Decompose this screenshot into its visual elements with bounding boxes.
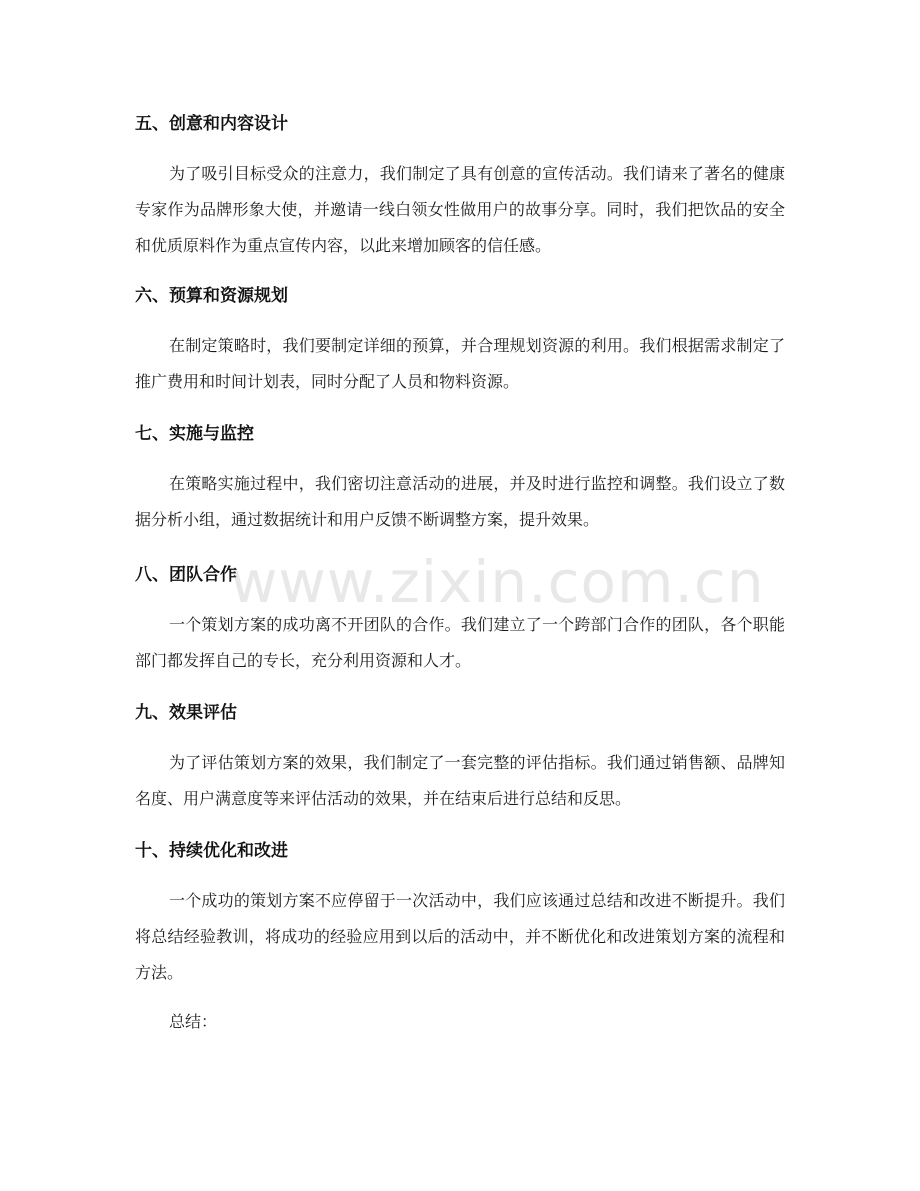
summary-label: 总结：	[169, 1012, 218, 1031]
section-paragraph: 为了吸引目标受众的注意力，我们制定了具有创意的宣传活动。我们请来了著名的健康专家作为品牌形象大使，并邀请一线白领女性做用户的故事分享。同时，我们把饮品的安全和优质原料作为重点宣传内容，以此来增加顾客的信任感。	[135, 164, 785, 255]
section-heading: 七、实施与监控	[135, 424, 254, 444]
section-heading: 六、预算和资源规划	[135, 286, 288, 306]
section-implementation-monitoring	[135, 422, 785, 538]
section-heading: 八、团队合作	[135, 565, 237, 585]
section-paragraph: 为了评估策划方案的效果，我们制定了一套完整的评估指标。我们通过销售额、品牌知名度、用户满意度等来评估活动的效果，并在结束后进行总结和反思。	[135, 753, 785, 808]
section-paragraph: 一个策划方案的成功离不开团队的合作。我们建立了一个跨部门合作的团队，各个职能部门都发挥自己的专长，充分利用资源和人才。	[135, 615, 785, 670]
section-creative-content	[135, 112, 785, 264]
section-paragraph: 在策略实施过程中，我们密切注意活动的进展，并及时进行监控和调整。我们设立了数据分析小组，通过数据统计和用户反馈不断调整方案，提升效果。	[135, 474, 785, 529]
section-paragraph: 一个成功的策划方案不应停留于一次活动中，我们应该通过总结和改进不断提升。我们将总结经验教训，将成功的经验应用到以后的活动中，并不断优化和改进策划方案的流程和方法。	[135, 891, 785, 982]
section-effect-evaluation	[135, 701, 785, 817]
section-heading: 九、效果评估	[135, 703, 237, 723]
section-continuous-improvement	[135, 839, 785, 991]
watermark-text: www.zixin.com.cn	[230, 548, 765, 616]
section-heading: 五、创意和内容设计	[135, 114, 288, 134]
section-paragraph: 在制定策略时，我们要制定详细的预算，并合理规划资源的利用。我们根据需求制定了推广费用和时间计划表，同时分配了人员和物料资源。	[135, 336, 785, 391]
section-teamwork	[135, 563, 785, 679]
section-budget-resources	[135, 284, 785, 400]
section-heading: 十、持续优化和改进	[135, 841, 288, 861]
